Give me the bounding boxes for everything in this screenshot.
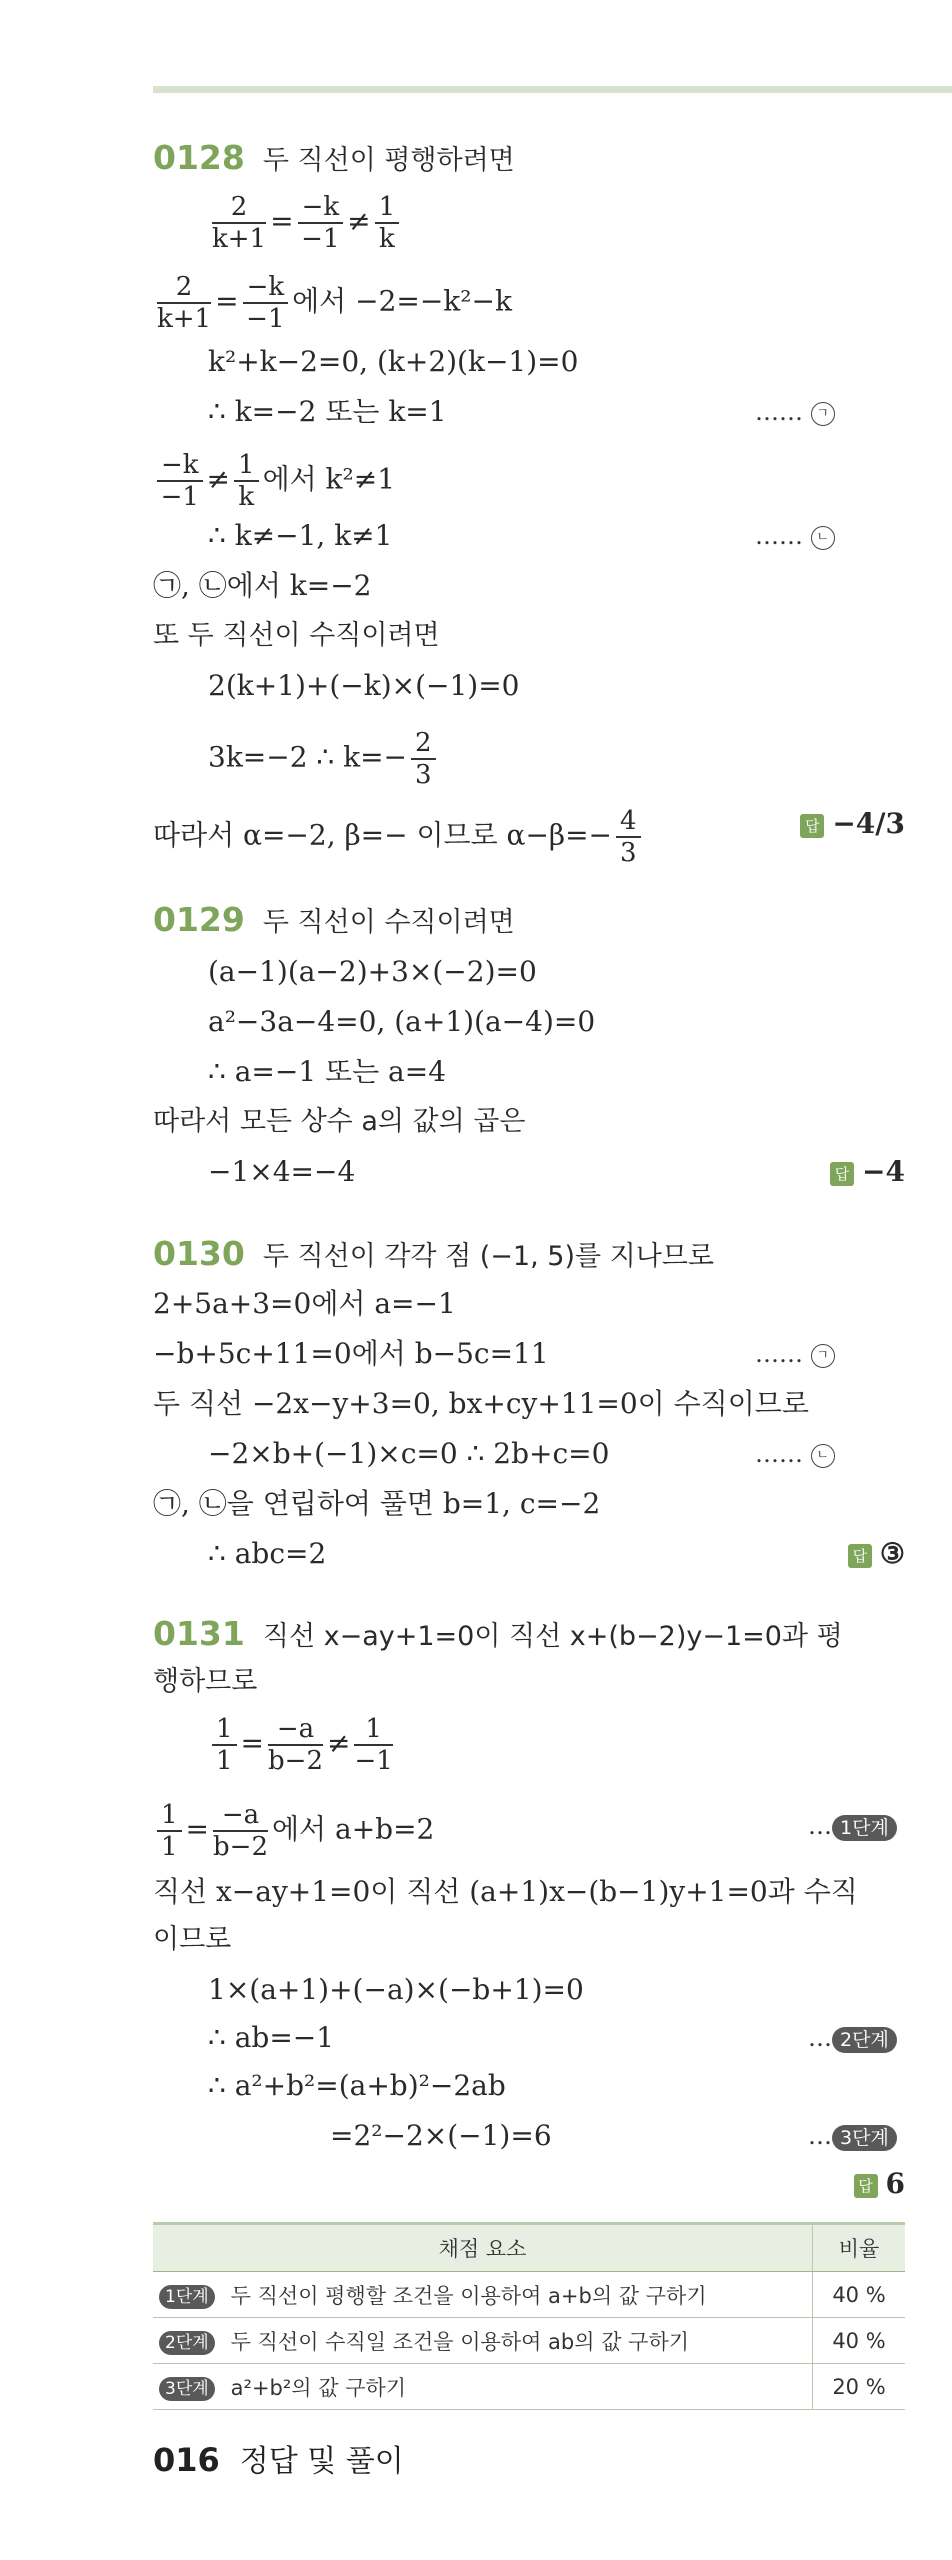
circle-giyeok-icon: ㄱ — [811, 402, 835, 426]
problem-0131-heading — [153, 1616, 843, 1655]
eq-line: a²−3a−4=0, (a+1)(a−4)=0 — [208, 1005, 596, 1038]
eq-line: ㉠, ㉡을 연립하여 풀면 b=1, c=−2 — [153, 1487, 601, 1520]
circle-giyeok-icon: ㄱ — [811, 1344, 835, 1368]
stage-badge: 1단계 — [159, 2285, 215, 2309]
text-line: 또 두 직선이 수직이려면 — [153, 620, 440, 651]
stage-marker: … 2단계 — [808, 2020, 897, 2056]
problem-0129-heading — [153, 902, 515, 941]
eq-line: ∴ a=−1 또는 a=4 — [208, 1055, 447, 1088]
problem-title: 두 직선이 평행하려면 — [262, 145, 515, 176]
eq-parallel-condition: $\frac{2}{k+1}$ = $\frac{-k}{-1}$ ≠ $\frac{1}{k}$ — [208, 192, 403, 254]
eq-line: −b+5c+11=0에서 b−5c=11 — [153, 1337, 549, 1370]
text-line: 이므로 — [153, 1924, 232, 1955]
problem-title: 두 직선이 각각 점 (−1, 5)를 지나므로 — [262, 1241, 714, 1272]
header-rule — [153, 86, 952, 93]
problem-0128-heading — [153, 140, 515, 179]
stage-badge: 3단계 — [159, 2377, 215, 2401]
answer: 답 −4/3 — [800, 806, 905, 842]
table-row: 1단계 두 직선이 평행할 조건을 이용하여 a+b의 값 구하기 40 % — [153, 2272, 905, 2318]
circle-nieun-icon: ㄴ — [811, 526, 835, 550]
stage-badge: 3단계 — [832, 2125, 897, 2151]
eq-line: $\frac{1}{1}$ = $\frac{-a}{b-2}$ 에서 a+b=2 — [153, 1800, 434, 1862]
equation-marker: …… ㄴ — [755, 1436, 835, 1472]
eq-line: ∴ ab=−1 — [208, 2021, 335, 2054]
answer-badge-icon: 답 — [854, 2174, 878, 2198]
answer-badge-icon: 답 — [848, 1544, 872, 1568]
stage-badge: 2단계 — [159, 2331, 215, 2355]
column-header: 채점 요소 — [153, 2224, 813, 2272]
equation-marker: …… ㄱ — [755, 1336, 835, 1372]
text-line: 행하므로 — [153, 1666, 258, 1697]
footer-label: 정답 및 풀이 — [239, 2444, 404, 2479]
problem-number: 0129 — [153, 900, 245, 939]
eq-line: (a−1)(a−2)+3×(−2)=0 — [208, 955, 537, 988]
scoring-table — [153, 2222, 905, 2410]
eq-line: $\frac{2}{k+1}$ = $\frac{-k}{-1}$ 에서 −2=−k²−k — [157, 272, 512, 334]
eq-line: ∴ k=−2 또는 k=1 — [208, 395, 447, 428]
stage-badge: 1단계 — [832, 1815, 897, 1841]
problem-title: 두 직선이 수직이려면 — [262, 907, 515, 938]
eq-line: 따라서 α=−2, β=− 이므로 α−β=− $\frac{4}{3}$ — [153, 806, 645, 868]
text-line: 따라서 모든 상수 a의 값의 곱은 — [153, 1106, 526, 1137]
stage-marker: … 1단계 — [808, 1808, 897, 1844]
table-row: 3단계 a²+b²의 값 구하기 20 % — [153, 2364, 905, 2410]
answer: 답 6 — [854, 2166, 905, 2202]
column-header: 비율 — [813, 2224, 906, 2272]
eq-line: k²+k−2=0, (k+2)(k−1)=0 — [208, 345, 579, 378]
eq-line: 직선 x−ay+1=0이 직선 (a+1)x−(b−1)y+1=0과 수직 — [153, 1875, 858, 1908]
stage-badge: 2단계 — [832, 2027, 897, 2053]
eq-line: 3k=−2 ∴ k=− $\frac{2}{3}$ — [208, 728, 440, 790]
eq-line: =2²−2×(−1)=6 — [330, 2119, 552, 2152]
equation-marker: …… ㄴ — [755, 518, 835, 554]
stage-marker: … 3단계 — [808, 2118, 897, 2154]
answer: 답 ③ — [848, 1536, 905, 1572]
eq-line: 1×(a+1)+(−a)×(−b+1)=0 — [208, 1973, 584, 2006]
problem-number: 0131 — [153, 1614, 245, 1653]
eq-line: ∴ k≠−1, k≠1 — [208, 519, 393, 552]
circle-nieun-icon: ㄴ — [811, 1444, 835, 1468]
answer: 답 −4 — [830, 1154, 905, 1190]
problem-number: 0128 — [153, 138, 245, 177]
eq-line: 2+5a+3=0에서 a=−1 — [153, 1287, 456, 1320]
page-number: 016 — [153, 2441, 220, 2479]
equation-marker: …… ㄱ — [755, 394, 835, 430]
eq-parallel-condition: $\frac{1}{1}$ = $\frac{-a}{b-2}$ ≠ $\frac{1}{-1}$ — [208, 1714, 397, 1776]
page-footer — [153, 2440, 404, 2482]
answer-badge-icon: 답 — [800, 814, 824, 838]
eq-line: ∴ abc=2 — [208, 1537, 327, 1570]
eq-line: −2×b+(−1)×c=0 ∴ 2b+c=0 — [208, 1437, 610, 1470]
answer-badge-icon: 답 — [830, 1162, 854, 1186]
eq-line: 두 직선 −2x−y+3=0, bx+cy+11=0이 수직이므로 — [153, 1387, 809, 1420]
eq-line: ∴ a²+b²=(a+b)²−2ab — [208, 2069, 506, 2102]
eq-line: ㉠, ㉡에서 k=−2 — [153, 569, 372, 602]
table-header-row — [153, 2224, 905, 2272]
problem-0130-heading — [153, 1236, 714, 1275]
table-row: 2단계 두 직선이 수직일 조건을 이용하여 ab의 값 구하기 40 % — [153, 2318, 905, 2364]
eq-line: 2(k+1)+(−k)×(−1)=0 — [208, 669, 520, 702]
eq-line: $\frac{-k}{-1}$ ≠ $\frac{1}{k}$ 에서 k²≠1 — [153, 450, 395, 512]
problem-title: 직선 x−ay+1=0이 직선 x+(b−2)y−1=0과 평 — [262, 1621, 843, 1652]
problem-number: 0130 — [153, 1234, 245, 1273]
eq-line: −1×4=−4 — [208, 1155, 356, 1188]
